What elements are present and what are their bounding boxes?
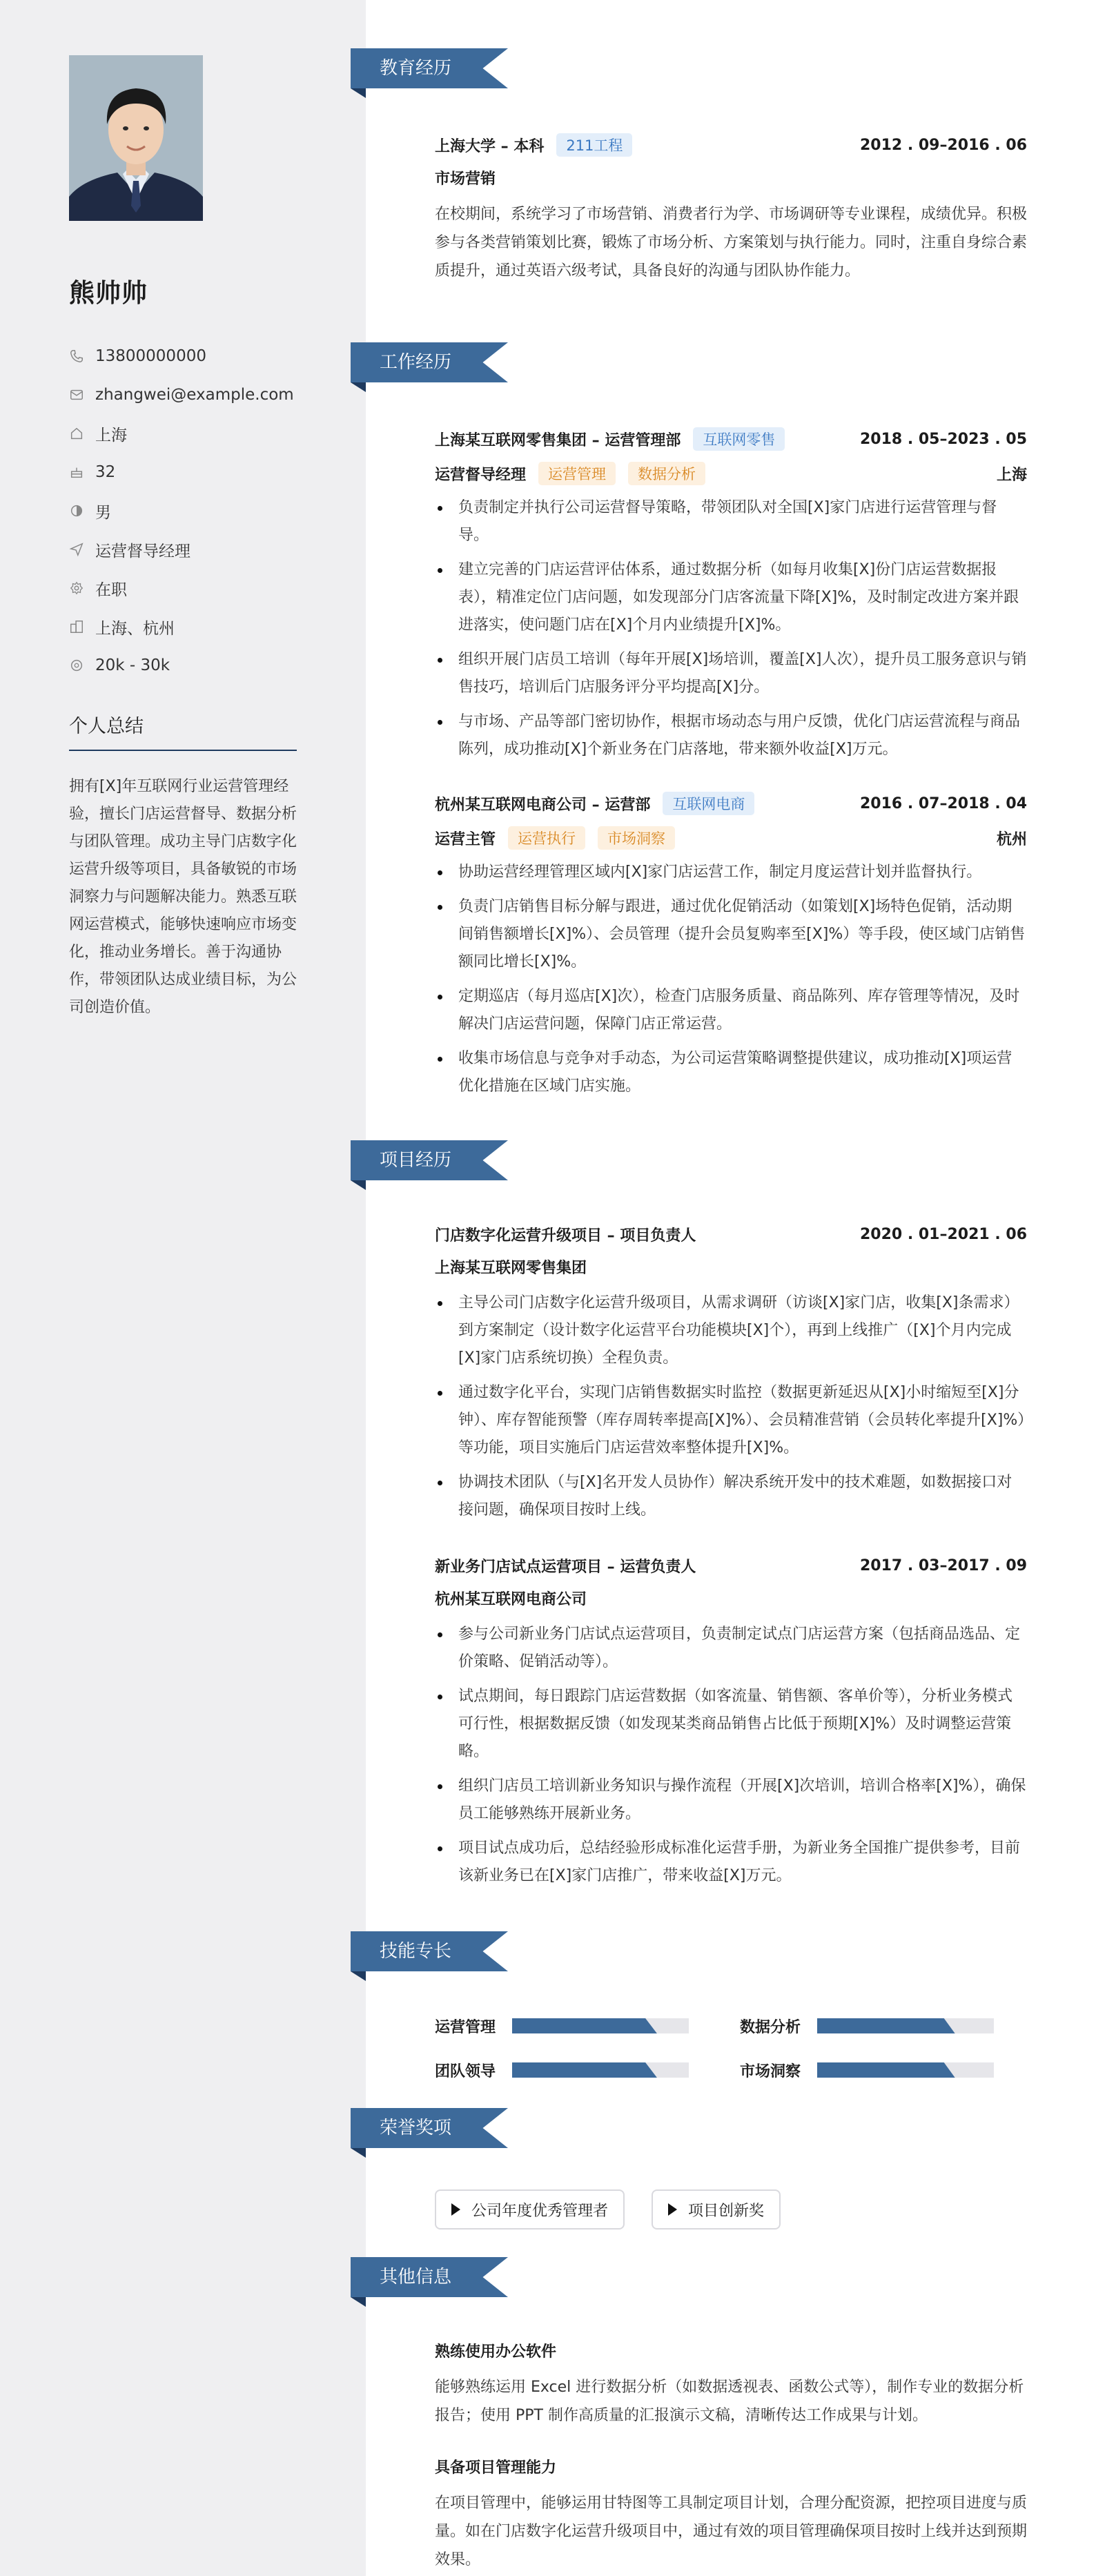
education-date: 2012 . 09–2016 . 06 <box>859 136 1027 154</box>
list-item: 组织门店员工培训新业务知识与操作流程（开展[X]次培训，培训合格率[X]%），确保员工能够熟练开展新业务。 <box>435 1773 1027 1828</box>
play-icon <box>451 2203 460 2216</box>
info-gender <box>69 491 317 530</box>
list-item: 负责门店销售目标分解与跟进，通过优化促销活动（如策划[X]场特色促销，活动期间销售额增长[X]%）、会员管理（提升会员复购率至[X]%）等手段，使区域门店销售额同比增长[X]%。 <box>435 893 1027 976</box>
settings-icon <box>69 580 84 596</box>
section-education-banner <box>351 48 508 88</box>
section-education-title: 教育经历 <box>380 58 452 79</box>
list-item: 试点期间，每日跟踪门店运营数据（如客流量、销售额、客单价等），分析业务模式可行性，根据数据反馈（如发现某类商品销售占比低于预期[X]%）及时调整运营策略。 <box>435 1683 1027 1766</box>
project-bullet-list <box>435 1621 1027 1890</box>
work-date: 2018 . 05–2023 . 05 <box>859 430 1027 448</box>
work-bullet-list <box>435 494 1027 763</box>
school-name: 上海大学 – 本科 <box>435 137 545 155</box>
list-item: 项目试点成功后，总结经验形成标准化运营手册，为新业务全国推广提供参考，目前该新业务已在[X]家门店推广，带来收益[X]万元。 <box>435 1835 1027 1890</box>
sidebar <box>0 0 366 2576</box>
project-org: 上海某互联网零售集团 <box>435 1260 587 1277</box>
project-name: 门店数字化运营升级项目 – 项目负责人 <box>435 1227 696 1245</box>
summary-title: 个人总结 <box>69 716 144 737</box>
mail-icon <box>69 387 84 402</box>
work-city: 上海 <box>996 466 1027 484</box>
email-text[interactable]: zhangwei@example.com <box>95 386 294 404</box>
target-city-text: 上海、杭州 <box>95 619 175 638</box>
skill-name: 运营管理 <box>435 2018 496 2036</box>
skill-item <box>740 2016 994 2036</box>
project-date: 2017 . 03–2017 . 09 <box>859 1557 1027 1574</box>
education-description: 在校期间，系统学习了市场营销、消费者行为学、市场调研等专业课程，成绩优异。积极参与各类营销策划比赛，锻炼了市场分析、方案策划与执行能力。同时，注重自身综合素质提升，通过英语六级考试，具备良好的沟通与团队协作能力。 <box>435 206 1028 280</box>
phone-text[interactable]: 13800000000 <box>95 347 206 365</box>
education-entry <box>435 131 1027 285</box>
work-role: 运营主管 <box>435 830 496 848</box>
status-text: 在职 <box>95 580 127 599</box>
project-date: 2020 . 01–2021 . 06 <box>859 1225 1027 1243</box>
contact-info-list <box>69 337 317 685</box>
info-position <box>69 530 317 569</box>
skill-bar-fill <box>817 2062 955 2078</box>
skill-name: 市场洞察 <box>740 2062 801 2080</box>
section-other-title: 其他信息 <box>380 2267 452 2287</box>
work-skill-tag: 市场洞察 <box>598 826 675 850</box>
home-icon <box>69 426 84 441</box>
other-entry <box>435 2455 1027 2574</box>
section-awards-title: 荣誉奖项 <box>380 2118 452 2138</box>
list-item: 与市场、产品等部门密切协作，根据市场动态与用户反馈，优化门店运营流程与商品陈列，成功推动[X]个新业务在门店落地，带来额外收益[X]万元。 <box>435 708 1027 763</box>
work-bullet-list <box>435 859 1027 1100</box>
skill-bar-fill <box>512 2062 657 2078</box>
send-icon <box>69 542 84 557</box>
list-item: 定期巡店（每月巡店[X]次），检查门店服务质量、商品陈列、库存管理等情况，及时解决门店运营问题，保障门店正常运营。 <box>435 983 1027 1038</box>
work-skill-tag: 运营执行 <box>508 826 585 850</box>
project-entry <box>435 1552 1027 1897</box>
gender-icon <box>69 503 84 518</box>
work-industry-tag: 互联网零售 <box>693 427 785 451</box>
list-item: 通过数字化平台，实现门店销售数据实时监控（数据更新延迟从[X]小时缩短至[X]分钟）、库存智能预警（库存周转率提高[X]%）、会员精准营销（会员转化率提升[X]%）等功能，项目实施后门店运营效率整体提升[X]%。 <box>435 1379 1027 1462</box>
list-item: 主导公司门店数字化运营升级项目，从需求调研（访谈[X]家门店，收集[X]条需求）到方案制定（设计数字化运营平台功能模块[X]个），再到上线推广（[X]个月内完成[X]家门店系统切换）全程负责。 <box>435 1289 1027 1372</box>
project-entry <box>435 1220 1027 1531</box>
award-label: 项目创新奖 <box>688 2202 765 2220</box>
project-name: 新业务门店试点运营项目 – 运营负责人 <box>435 1558 696 1576</box>
skill-name: 数据分析 <box>740 2018 801 2036</box>
award-badge <box>652 2189 781 2229</box>
work-date: 2016 . 07–2018 . 04 <box>859 794 1027 812</box>
gender-text: 男 <box>95 503 111 522</box>
section-skills-banner <box>351 1931 508 1971</box>
summary-text: 拥有[X]年互联网行业运营管理经验，擅长门店运营督导、数据分析与团队管理。成功主导门店数字化运营升级等项目，具备敏锐的市场洞察力与问题解决能力。熟悉互联网运营模式，能够快速响应市场变化，推动业务增长。善于沟通协作，带领团队达成业绩目标，为公司创造价值。 <box>69 778 297 1016</box>
work-company: 上海某互联网零售集团 – 运营管理部 <box>435 431 681 449</box>
award-badge <box>435 2189 625 2229</box>
phone-icon <box>69 349 84 364</box>
info-location <box>69 414 317 453</box>
list-item: 建立完善的门店运营评估体系，通过数据分析（如每月收集[X]份门店运营数据报表），精准定位门店问题，如发现部分门店客流量下降[X]%，及时制定改进方案并跟进落实，使问题门店在[X]个月内业绩提升[X]%。 <box>435 556 1027 639</box>
location-text: 上海 <box>95 426 127 445</box>
list-item: 参与公司新业务门店试点运营项目，负责制定试点门店运营方案（包括商品选品、定价策略、促销活动等）。 <box>435 1621 1027 1676</box>
skill-bar <box>512 2062 689 2078</box>
section-projects-banner <box>351 1140 508 1180</box>
work-city: 杭州 <box>996 830 1027 848</box>
salary-text: 20k - 30k <box>95 656 170 674</box>
skill-item <box>435 2016 689 2036</box>
project-bullet-list <box>435 1289 1027 1524</box>
work-skill-tag: 运营管理 <box>538 462 616 485</box>
other-text: 能够熟练运用 Excel 进行数据分析（如数据透视表、函数公式等），制作专业的数据分析报告；使用 PPT 制作高质量的汇报演示文稿，清晰传达工作成果与计划。 <box>435 2379 1024 2424</box>
skill-bar-fill <box>817 2018 955 2033</box>
school-tag: 211工程 <box>556 133 632 157</box>
skill-bar-fill <box>512 2018 657 2033</box>
section-projects-title: 项目经历 <box>380 1150 452 1171</box>
position-text: 运营督导经理 <box>95 542 190 560</box>
summary-divider <box>69 750 297 751</box>
age-text: 32 <box>95 463 116 481</box>
other-title: 具备项目管理能力 <box>435 2459 557 2477</box>
skill-item <box>435 2060 689 2080</box>
project-org: 杭州某互联网电商公司 <box>435 1591 587 1608</box>
info-salary <box>69 646 317 685</box>
section-other-banner <box>351 2257 508 2297</box>
portrait-image <box>69 55 203 221</box>
list-item: 协调技术团队（与[X]名开发人员协作）解决系统开发中的技术难题，如数据接口对接问题，确保项目按时上线。 <box>435 1469 1027 1524</box>
main-content <box>366 0 1096 2576</box>
skill-item <box>740 2060 994 2080</box>
skill-name: 团队领导 <box>435 2062 496 2080</box>
list-item: 组织开展门店员工培训（每年开展[X]场培训，覆盖[X]人次），提升员工服务意识与销售技巧，培训后门店服务评分平均提高[X]分。 <box>435 646 1027 701</box>
section-work-title: 工作经历 <box>380 352 452 373</box>
list-item: 协助运营经理管理区域内[X]家门店运营工作，制定月度运营计划并监督执行。 <box>435 859 1027 886</box>
education-major: 市场营销 <box>435 170 496 188</box>
candidate-name: 熊帅帅 <box>69 278 148 308</box>
section-work-banner <box>351 342 508 382</box>
section-skills-title: 技能专长 <box>380 1941 452 1962</box>
play-icon <box>668 2203 677 2216</box>
other-entry <box>435 2339 1027 2430</box>
info-target-city <box>69 607 317 646</box>
building-icon <box>69 619 84 634</box>
info-status <box>69 569 317 607</box>
award-label: 公司年度优秀管理者 <box>471 2202 609 2220</box>
section-awards-banner <box>351 2108 508 2148</box>
work-skill-tag: 数据分析 <box>628 462 705 485</box>
cake-icon <box>69 465 84 480</box>
work-entry <box>435 790 1027 1107</box>
other-title: 熟练使用办公软件 <box>435 2343 557 2361</box>
work-role: 运营督导经理 <box>435 466 527 484</box>
info-age <box>69 453 317 491</box>
other-text: 在项目管理中，能够运用甘特图等工具制定项目计划，合理分配资源，把控项目进度与质量。如在门店数字化运营升级项目中，通过有效的项目管理确保项目按时上线并达到预期效果。 <box>435 2495 1028 2568</box>
avatar <box>69 55 203 221</box>
list-item: 负责制定并执行公司运营督导策略，带领团队对全国[X]家门店进行运营管理与督导。 <box>435 494 1027 549</box>
work-entry <box>435 425 1027 770</box>
coin-icon <box>69 658 84 673</box>
info-email <box>69 375 317 414</box>
skill-bar <box>512 2018 689 2033</box>
work-company: 杭州某互联网电商公司 – 运营部 <box>435 796 651 814</box>
list-item: 收集市场信息与竞争对手动态，为公司运营策略调整提供建议，成功推动[X]项运营优化措施在区域门店实施。 <box>435 1045 1027 1100</box>
skill-bar <box>817 2062 994 2078</box>
skill-bar <box>817 2018 994 2033</box>
info-phone <box>69 337 317 375</box>
work-industry-tag: 互联网电商 <box>663 792 754 815</box>
